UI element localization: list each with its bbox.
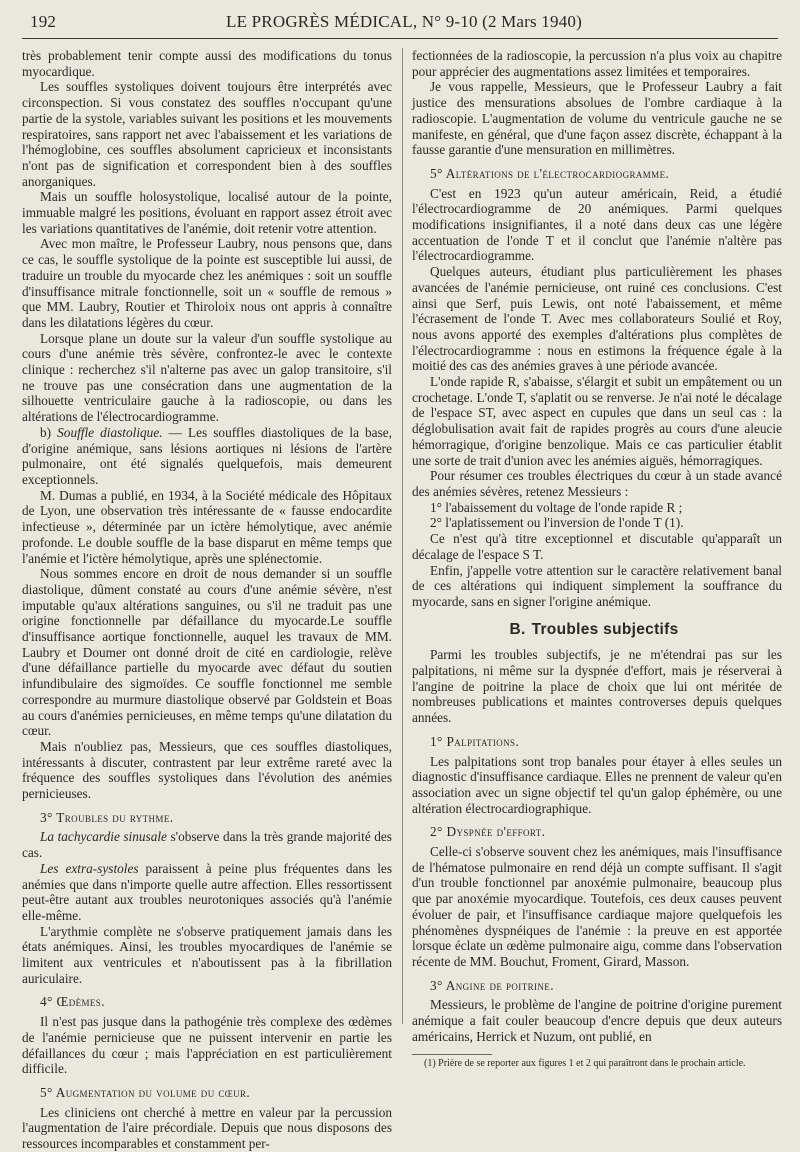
emphasized-term: La tachycardie sinusale <box>40 829 167 845</box>
section-heading: 5° Augmentation du volume du cœur. <box>40 1085 251 1100</box>
section-title: Troubles subjectifs <box>531 620 679 638</box>
section-heading: 1° Palpitations. <box>430 733 520 749</box>
page-number: 192 <box>30 12 57 31</box>
paragraph: L'arythmie complète ne s'observe pratiquement jamais dans les états anémiques. Ainsi, les troubles myocardiques de l'anémie se limitent aux ventricules et n'aboutissent pas à la fibrillation auriculaire. <box>22 923 392 986</box>
list-item: 2° l'aplatissement ou l'inversion de l'onde T (1). <box>430 515 684 531</box>
paragraph: Mais un souffle holosystolique, localisé autour de la pointe, immuable malgré les positions, évoluant en rapport assez étroit avec les variations quantitatives de l'anémie, doit retenir votre attention. <box>22 189 392 236</box>
paragraph-text: s'observe dans la très grande majorité des cas. <box>22 829 392 861</box>
right-column <box>412 48 782 1070</box>
emphasized-term: Souffle diastolique. <box>57 424 163 440</box>
paragraph: fectionnées de la radioscopie, la percussion n'a plus voix au chapitre pour apprécier des augmentations assez limitées et temporaires. <box>412 48 782 79</box>
paragraph: L'onde rapide R, s'abaisse, s'élargit et subit un empâtement ou un crochetage. L'onde T, s'aplatit ou se renverse. Je n'ai noté le décalage de l'espace ST, avec aspect en cupules que dans un seul cas : la déglobulisation avait fait de rapides progrès au cours d'une aleucie hémorragique, d'origine benzolique. Mais ce cas particulier établit une sorte de trait d'union avec les anémies aiguës, hémorragiques. <box>412 374 782 468</box>
paragraph: M. Dumas a publié, en 1934, à la Société médicale des Hôpitaux de Lyon, une observation très intéressante de « fausse endocardite infectieuse », déterminée par un ictère hémolytique, avec anémie profonde. Le double souffle de la base disparut en même temps que l'anémie et l'ictère hémolytique, après une splénectomie. <box>22 487 392 566</box>
section-heading: 4° Œdèmes. <box>40 994 105 1010</box>
paragraph: Celle-ci s'observe souvent chez les anémiques, mais l'insuffisance de l'hématose pulmonaire en rend déjà un compte suffisant. Il s'agit d'un trouble fonctionnel par anoxémie pulmonaire, beaucoup plus que par anoxémie myocardique. Toutefois, ces deux causes peuvent évoluer de pair, et l'insuffisance cardiaque majore quelquefois les phénomènes dyspnéiques de l'anémie : la preuve en est apportée lorsque éclate un œdème pulmonaire aigu, comme dans l'observation récente de MM. Bouchut, Froment, Girard, Masson. <box>412 844 782 969</box>
paragraph-text: paraissent à peine plus fréquentes dans les anémies que dans n'importe quelle autre affection. Elles ressortissent peut-être autant aux troubles neurotoniques associés qu'à l'anémie elle-même. <box>22 860 392 923</box>
left-column <box>22 48 392 1152</box>
paragraph: Enfin, j'appelle votre attention sur le caractère relativement banal de ces altérations qui indiquent simplement la souffrance du myocarde, sans en signer l'origine anémique. <box>412 562 782 609</box>
paragraph: Lorsque plane un doute sur la valeur d'un souffle systolique au cours d'une anémie très sévère, confrontez-le avec le contexte clinique : recherchez s'il n'alterne pas avec un galop transitoire, s'il ne trouve pas une consécration dans une augmentation de la silhouette ventriculaire gauche à la radioscopie, ou dans les altérations de l'électrocardiogramme. <box>22 330 392 425</box>
paragraph-text: — Les souffles diastoliques de la base, d'origine anémique, sans lésions aortiques ni lésions de l'artère pulmonaire, ont été signalés quelquefois, mais demeurent exceptionnels. <box>22 424 392 487</box>
footnote: (1) Prière de se reporter aux figures 1 et 2 qui paraîtront dans le prochain article. <box>424 1058 746 1070</box>
section-heading: 3° Troubles du rythme. <box>40 809 174 825</box>
paragraph: Pour résumer ces troubles électriques du cœur à un stade avancé des anémies sévères, retenez Messieurs : <box>412 468 782 499</box>
page-header <box>30 12 778 36</box>
paragraph <box>22 861 392 924</box>
section-letter: B. <box>509 620 526 638</box>
paragraph: Nous sommes encore en droit de nous demander si un souffle diastolique, dûment constaté au cours d'une anémie sévère, n'est imputable qu'aux altérations sanguines, ou s'il ne traduit pas une origine fonctionnelle par défaillance du myocarde.Le souffle d'insuffisance aortique fonctionnelle, auquel les travaux de MM. Laubry et Doumer ont donné droit de cité en cardiologie, relève d'une défaillance partielle du myocarde avec défaut du soutien infundibulaire des sigmoïdes. Ce souffle fonctionnel me semble correspondre au murmure diastolique observé par Goldstein et Boas au cours d'anémies pernicieuses, en même temps qu'une dilatation du cœur. <box>22 566 392 739</box>
paragraph: C'est en 1923 qu'un auteur américain, Reid, a étudié l'électrocardiogramme de 20 anémiques. Parmi quelques modifications insignifiantes, il a noté dans deux cas une légère accentuation de l'onde T et il conclut que l'anémie n'altère pas l'électrocardiogramme. <box>412 185 782 264</box>
section-heading: 2° Dyspnée d'effort. <box>430 824 546 840</box>
paragraph: Les cliniciens ont cherché à mettre en valeur par la percussion l'augmentation de l'aire précordiale. Depuis que nous disposons des ressources incomparables et constamment per- <box>22 1104 392 1152</box>
paragraph: Il n'est pas jusque dans la pathogénie très complexe des œdèmes de l'anémie pernicieuse que ne puissent intervenir en partie les défaillances du cœur ; mais l'appréciation en est particulièrement difficile. <box>22 1014 392 1077</box>
paragraph: Les palpitations sont trop banales pour étayer à elles seules un diagnostic d'insuffisance cardiaque. Elles ne prennent de valeur qu'en association avec un signe objectif tel qu'un galop éphémère, ou une altération électrocardiographique. <box>412 753 782 816</box>
major-section-heading <box>412 622 782 638</box>
paragraph: Ce n'est qu'à titre exceptionnel et discutable qu'apparaît un décalage de l'espace S T. <box>412 531 782 562</box>
section-heading: 3° Angine de poitrine. <box>430 977 554 993</box>
paragraph: Messieurs, le problème de l'angine de poitrine d'origine purement anémique a fait couler beaucoup d'encre depuis que deux auteurs américains, Herrick et Nuzum, ont publié, en <box>412 997 782 1044</box>
emphasized-term: Les extra-systoles <box>40 860 139 876</box>
column-divider <box>402 48 403 1024</box>
paragraph: Parmi les troubles subjectifs, je ne m'étendrai pas sur les palpitations, ni même sur la dyspnée d'effort, mais je réserverai à l'angine de poitrine la place de choix que lui ont méritée de nombreuses publications et maintes controverses depuis quelques années. <box>412 647 782 726</box>
paragraph: Avec mon maître, le Professeur Laubry, nous pensons que, dans ce cas, le souffle systolique de la pointe est susceptible lui aussi, de traduire un trouble du myocarde chez les anémiques : soit un souffle d'insuffisance mitrale fonctionnelle, soit un « souffle de remous » que MM. Laubry, Routier et Thiroloix nous ont appris à connaître dans les dilatations légères du cœur. <box>22 236 392 330</box>
header-rule <box>22 38 778 39</box>
paragraph: Les souffles systoliques doivent toujours être interprétés avec circonspection. Si vous constatez des souffles n'occupant qu'une partie de la systole, variables suivant les positions et les mouvements respiratoires, sans rapport net avec l'abaissement et les variations de l'hémoglobine, ces souffles absolument capricieux et inconsistants n'ont pas de signification et correspondent bien à des souffles anorganiques. <box>22 79 392 189</box>
running-title: LE PROGRÈS MÉDICAL, N° 9-10 (2 Mars 1940) <box>226 12 582 31</box>
paragraph: Je vous rappelle, Messieurs, que le Professeur Laubry a fait justice des mensurations absolues de l'ombre cardiaque à la radioscopie. L'augmentation de volume du ventricule gauche ne se manifeste, en général, que d'une façon assez discrète, échappant à la fausse garantie d'une mensuration en millimètres. <box>412 79 782 158</box>
paragraph <box>22 829 392 860</box>
section-heading: 5° Altérations de l'électrocardiogramme. <box>430 165 670 181</box>
footnote-rule <box>412 1054 492 1055</box>
paragraph: Quelques auteurs, étudiant plus particulièrement les phases avancées de l'anémie pernicieuse, ont ruiné ces conclusions. C'est ainsi que Serf, puis Lewis, ont noté l'abaissement, et même l'écrasement de l'onde T. Avec mes collaborateurs Soulié et Roy, nous avons apporté des exemples d'altérations plus complètes de l'électrocardiogramme : nous en estimons la fréquence égale à la moitié des cas des anémies graves à une période avancée. <box>412 264 782 374</box>
paragraph: Mais n'oubliez pas, Messieurs, que ces souffles diastoliques, intéressants à discuter, contrastent par leur extrême rareté avec la fréquence des souffles systoliques dans l'évolution des anémies pernicieuses. <box>22 738 392 802</box>
paragraph <box>22 425 392 488</box>
paragraph-lead: b) <box>40 424 58 440</box>
paragraph: très probablement tenir compte aussi des modifications du tonus myocardique. <box>22 48 392 79</box>
list-item: 1° l'abaissement du voltage de l'onde rapide R ; <box>430 499 683 515</box>
